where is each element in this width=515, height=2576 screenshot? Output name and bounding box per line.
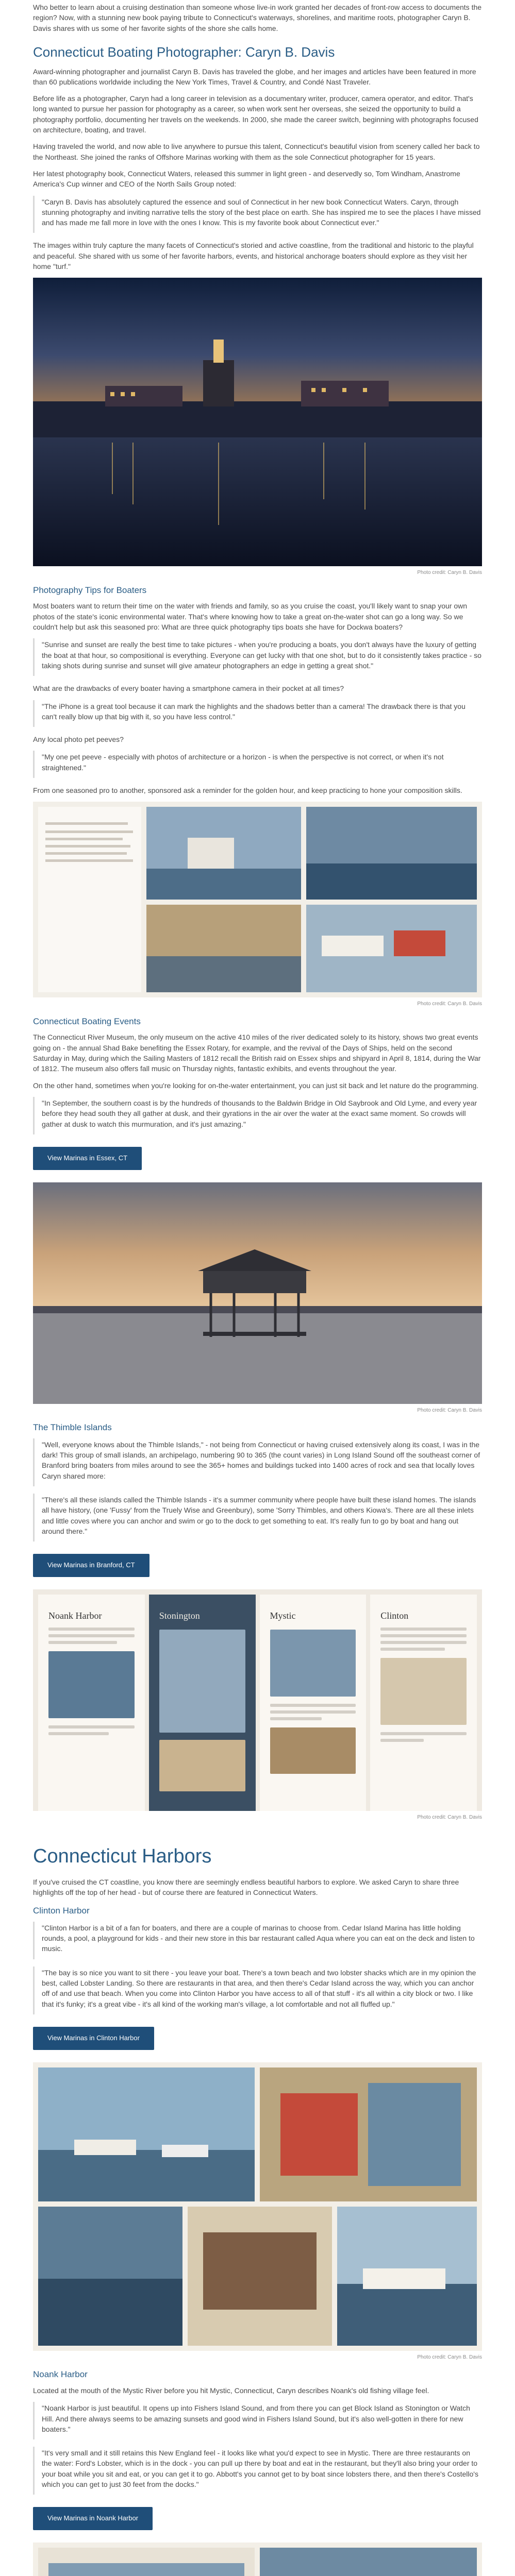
view-marinas-branford-button[interactable]: View Marinas in Branford, CT xyxy=(33,1554,149,1577)
tips-quote-2 xyxy=(33,700,482,727)
photographer-p5: The images within truly capture the many facets of Connecticut's storied and active coastline, from the traditional and historic to the playful and peaceful. She shared with us some of her favorite harbors, events, and historical anchorage boaters should explore as they visit her home "turf." xyxy=(33,241,474,271)
marina-night-image xyxy=(33,278,482,566)
tips-p3: Any local photo pet peeves? xyxy=(33,735,124,744)
photo-stilt-house xyxy=(33,1182,482,1404)
photographer-quote xyxy=(33,196,482,233)
harbors-p1: If you've cruised the CT coastline, you know there are seemingly endless beautiful harbors to explore. We asked Caryn to share three highlights off the top of her head - but of course there are featured in Connecticut Waters. xyxy=(33,1877,459,1896)
tips-heading: Photography Tips for Boaters xyxy=(33,585,147,595)
clinton-spread-image xyxy=(33,2062,482,2351)
photographer-p3: Having traveled the world, and now able to live anywhere to pursue this talent, Connecticut's beautiful vision from scenery called her back to the Northeast. She joined the ranks of Offshore Marinas working with them as the sole Connecticut photographer for 15 years. xyxy=(33,142,480,161)
noank-quote-1-text: "Noank Harbor is just beautiful. It opens up into Fishers Island Sound, and from there you can get Block Island as Stonington or Watch Hill. And there always seems to be amazing sunsets and good wind in Fishers Island Sound, but it's also well-gotten in there for new boaters." xyxy=(42,2404,470,2433)
noank-quote-1 xyxy=(33,2402,482,2439)
noank-quote-2-text: "It's very small and it still retains this New England feel - it looks like what you'd expect to see in Mystic. There are three restaurants on the water: Ford's Lobster, which is in the dock - you can pull up there by boat and eat in the restaurant, but they'll also bring your order to your boat while you sit and eat, or you can get it to go. Abbott's you cannot get to by boat since lobsters there, and then there's Costello's which you can get to just 30 feet from the docks." xyxy=(42,2449,478,2489)
tips-p1: Most boaters want to return their time on the water with friends and family, so as you cruise the coast, you'll likely want to snap your own photos of the state's iconic environmental water. That's where knowing how to take a great on-the-water shot can go a long way. So we couldn't help but ask this seasoned pro: What are three quick photography tips boats she have for Dockwa boaters? xyxy=(33,602,468,632)
magazine-page-1 xyxy=(38,1595,145,1811)
clinton-quote-2 xyxy=(33,1967,482,2014)
magazine-page-2 xyxy=(149,1595,256,1811)
magazine-page-4 xyxy=(370,1595,477,1811)
thimble-quote-1 xyxy=(33,1438,482,1486)
tips-quote-1 xyxy=(33,638,482,676)
photographer-heading: Connecticut Boating Photographer: Caryn B. Davis xyxy=(33,44,335,60)
photo-clinton-spread xyxy=(33,2062,482,2351)
events-p1: The Connecticut River Museum, the only museum on the active 410 miles of the river dedicated solely to its history, shows two great events going on - the annual Shad Bake benefiting the Essex Rotary, for example, and the revival of the Days of Ships, held on the second Saturday in May, during which the Sailing Masters of 1812 recall the British raid on Essex ships and shipyard in April 8, 1814, during the War of 1812. The museum also offers fall music on Thursday nights, fantastic exhibits, and events throughout the year. xyxy=(33,1033,481,1073)
clinton-quote-1-text: "Clinton Harbor is a bit of a fan for boaters, and there are a couple of marinas to choose from. Cedar Island Marina has little holding rounds, a pool, a playground for kids - and their new store in this bar restaurant called Aqua where you can eat on the deck and listen to music. xyxy=(42,1923,475,1953)
magazine-title-4: Clinton xyxy=(380,1611,409,1621)
article xyxy=(0,2,515,2576)
photographer-p1: Award-winning photographer and journalist Caryn B. Davis has traveled the globe, and her images and articles have been featured in more than 60 publications worldwide including the New York Times, Travel & Country, and Condé Nast Traveler. xyxy=(33,67,476,86)
tips-quote-3 xyxy=(33,751,482,778)
intro-paragraph: Who better to learn about a cruising destination than someone whose live-in work granted her decades of front-row access to documents the region? Now, with a stunning new book paying tribute to Connecticut's waterways, shorelines, and maritime roots, photographer Caryn B. Davis shares with us some of her favorite sights of the shore she calls home. xyxy=(33,3,482,32)
noank-p1: Located at the mouth of the Mystic River before you hit Mystic, Connecticut, Caryn describes Noank's old fishing village feel. xyxy=(33,2386,429,2395)
stilt-house-image xyxy=(33,1182,482,1404)
thimble-quote-2-text: "There's all these islands called the Thimble Islands - it's a summer community where people have built these island homes. The islands all have history, (one 'Fussy' from the Truely Wise and Greenbury), some 'Sorry Thimbles, and others Kiowa's. There are all these inlets and little coves where you can anchor and swim or go to the dock to get something to eat. It's really fun to go by boat and hang out around there." xyxy=(42,1496,476,1535)
view-marinas-clinton-button[interactable]: View Marinas in Clinton Harbor xyxy=(33,2027,154,2050)
events-quote-text: "In September, the southern coast is by the hundreds of thousands to the Baldwin Bridge in Old Saybrook and Old Lyme, and every year before they head south they all gather at dusk, and their gyrations in the air over the water at the exact same moment. So crowds will gather at dusk to watch this murmuration, and it's just amazing." xyxy=(42,1098,477,1128)
clinton-heading: Clinton Harbor xyxy=(33,1906,90,1916)
photo-book-spread-1 xyxy=(33,802,482,997)
photo-caption-4: Photo credit: Caryn B. Davis xyxy=(417,1815,482,1821)
photographer-p2: Before life as a photographer, Caryn had a long career in television as a documentary writer, producer, camera operator, and editor. That's long wanted to pursue her passion for photography as a career, so when work sent her overseas, she seized the opportunity to build a photography portfolio, documenting her travels on the weekends. In 2000, she made the career switch, beginning with photographs focused on architecture, boating, and travel. xyxy=(33,94,478,134)
events-p2: On the other hand, sometimes when you're looking for on-the-water entertainment, you can just sit back and let nature do the programming. xyxy=(33,1081,479,1090)
book-spread-image xyxy=(33,802,482,997)
harbors-heading: Connecticut Harbors xyxy=(33,1845,212,1867)
events-heading: Connecticut Boating Events xyxy=(33,1016,141,1026)
tips-quote-2-text: "The iPhone is a great tool because it can mark the highlights and the shadows better than a camera! The drawback there is that you can't really blow up that big with it, so you have less control." xyxy=(42,702,466,721)
events-quote xyxy=(33,1097,482,1134)
noank-heading: Noank Harbor xyxy=(33,2369,88,2380)
magazine-title-3: Mystic xyxy=(270,1611,296,1621)
noank-quote-2 xyxy=(33,2447,482,2495)
noank-spread-image xyxy=(33,2543,482,2576)
thimble-quote-2 xyxy=(33,1494,482,1541)
photographer-p4: Her latest photography book, Connecticut Waters, released this summer in light green - and deservedly so, Tom Windham, Anastrome America's Cup winner and CEO of the North Sails Group noted: xyxy=(33,169,460,189)
tips-quote-1-text: "Sunrise and sunset are really the best time to take pictures - when you're producing a boats, you don't always have the luxury of getting the boat at that hour, so compositional is everything. Everyone can get lucky with that one shot, but to do it consistently takes practice - so taking shots during sunrise and sunset will give amateur photographers an edge in getting a great shot." xyxy=(42,640,481,670)
view-marinas-noank-button[interactable]: View Marinas in Noank Harbor xyxy=(33,2507,153,2530)
photographer-quote-text: "Caryn B. Davis has absolutely captured the essence and soul of Connecticut in her new book Connecticut Waters. Caryn, through stunning photography and inviting narrative tells the story of the best place on earth. She has inspired me to see the places I have missed and has made me fall more in love with the ones I know. This is my favorite book about Connecticut ever." xyxy=(42,197,481,227)
clinton-quote-2-text: "The bay is so nice you want to sit there - you leave your boat. There's a town beach and two lobster shacks which are in my opinion the best, called Lobster Landing. So there are restaurants in that area, and then there's Cedar Island across the way, which you can anchor off of and use that beach. When you come into Clinton Harbor you have access to all of that stuff - it's all within a city block or two. I like that it's funky; it's a great vibe - it's all kind of the working man's village, a lot comfortable and not all fluffed up." xyxy=(42,1968,476,2008)
magazine-title-2: Stonington xyxy=(159,1611,200,1621)
photo-caption-5: Photo credit: Caryn B. Davis xyxy=(417,2354,482,2360)
tips-quote-3-text: "My one pet peeve - especially with photos of architecture or a horizon - is when the perspective is not correct, or when it's not straightened." xyxy=(42,753,444,772)
tips-p4: From one seasoned pro to another, sponsored ask a reminder for the golden hour, and keep practicing to hone your composition skills. xyxy=(33,786,462,795)
tips-p2: What are the drawbacks of every boater having a smartphone camera in their pocket at all times? xyxy=(33,684,344,693)
magazine-page-3 xyxy=(260,1595,367,1811)
photo-magazine-spread xyxy=(33,1589,482,1811)
photo-marina-night xyxy=(33,278,482,566)
photo-caption-1: Photo credit: Caryn B. Davis xyxy=(417,570,482,576)
thimble-quote-1-text: "Well, everyone knows about the Thimble Islands," - not being from Connecticut or having cruised extensively along its coast, I was in the dark! This group of small islands, an archipelago, numbering 90 to 365 (the count varies) in Long Island Sound off the southeast corner of Branford bring boaters from miles around to see the 365+ homes and buildings tucked into 1400 acres of rock and sea that locally loves Caryn shared more: xyxy=(42,1440,480,1480)
view-marinas-essex-button[interactable]: View Marinas in Essex, CT xyxy=(33,1147,142,1170)
photo-caption-2: Photo credit: Caryn B. Davis xyxy=(417,1001,482,1007)
photo-noank-spread xyxy=(33,2543,482,2576)
photo-caption-3: Photo credit: Caryn B. Davis xyxy=(417,1407,482,1413)
thimble-heading: The Thimble Islands xyxy=(33,1422,112,1433)
magazine-title-1: Noank Harbor xyxy=(48,1611,102,1621)
clinton-quote-1 xyxy=(33,1922,482,1959)
